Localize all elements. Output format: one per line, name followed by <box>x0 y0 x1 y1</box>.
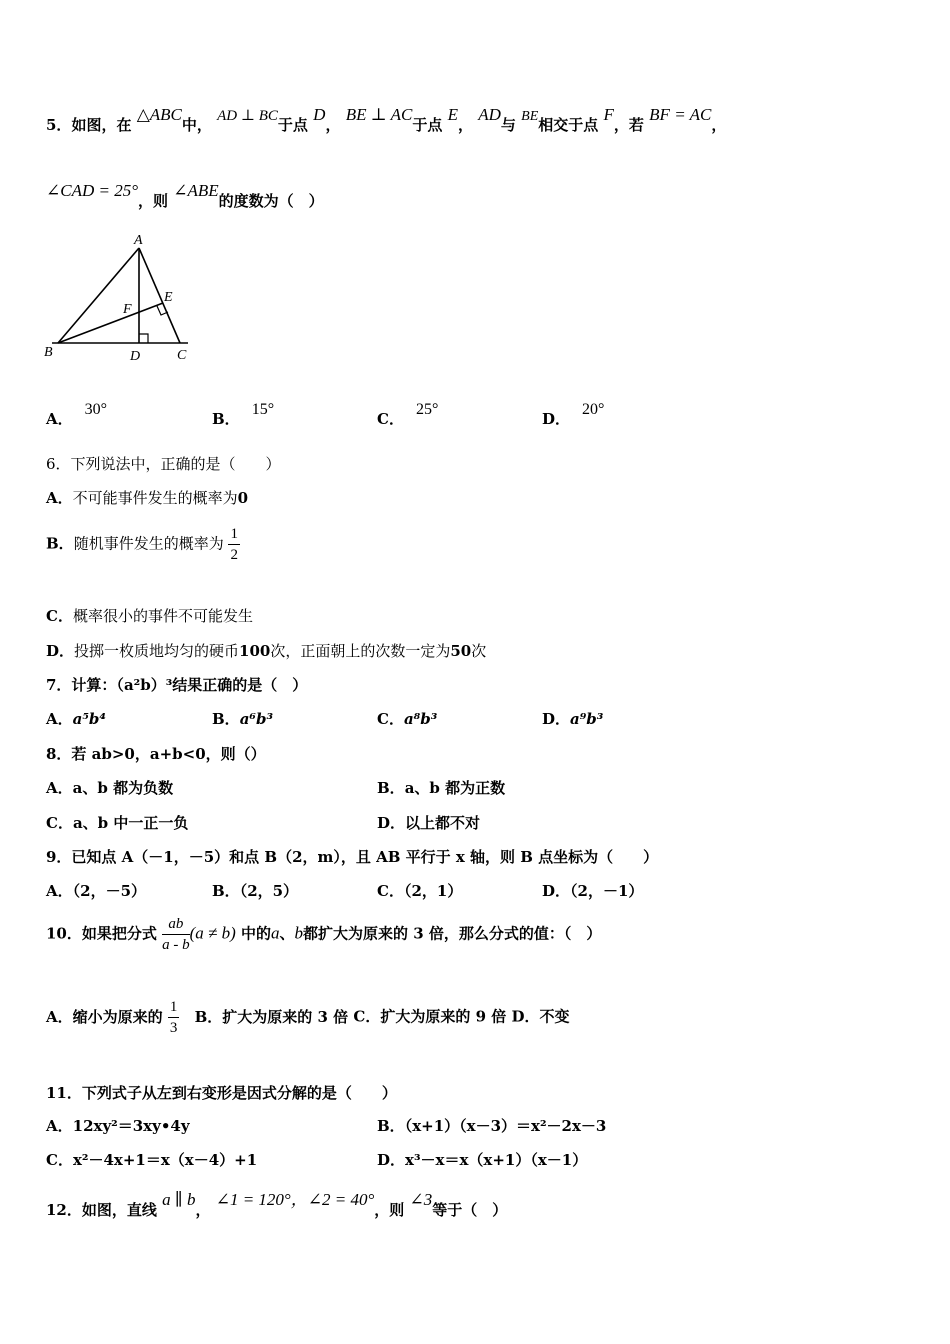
q11-option-a[interactable]: A．12xy²＝3xy•4y <box>46 1117 190 1135</box>
q8-option-b[interactable]: B．a、b 都为正数 <box>377 779 506 797</box>
label-D: D <box>130 349 141 364</box>
q9-option-c[interactable]: C．（2，1） <box>377 882 463 900</box>
q6-stem: 6．下列说法中，正确的是（ ） <box>46 455 281 473</box>
q7-option-c[interactable]: C．a⁸b³ <box>377 710 438 728</box>
q10-option-d[interactable]: D．不变 <box>511 1007 570 1026</box>
q9-option-b[interactable]: B．（2，5） <box>212 882 299 900</box>
q5-option-c[interactable]: C．25° <box>377 401 439 428</box>
q8-option-c[interactable]: C．a、b 中一正一负 <box>46 814 189 832</box>
label-C: C <box>177 348 187 363</box>
q10-options <box>46 997 570 1038</box>
q5-option-d[interactable]: D．20° <box>542 401 605 428</box>
q5-line1: 5．如图，在 △ABC中， AD ⊥ BC于点 D， BE ⊥ AC于点 E， AD与 BE相交于点 F，若 BF = AC， <box>46 105 727 134</box>
q6-option-a[interactable]: A．不可能事件发生的概率为0 <box>46 489 249 507</box>
q12-stem: 12．如图，直线 a ∥ b， ∠1 = 120°，∠2 = 40°，则 ∠3等于（ ） <box>46 1190 508 1219</box>
fraction-ab-over-a-minus-b: $\frac{ab}{a - b}$ <box>162 916 190 953</box>
q11-option-c[interactable]: C．x²－4x+1＝x（x－4）+1 <box>46 1151 258 1169</box>
q5-line2: ∠CAD = 25°，则 ∠ABE的度数为（ ） <box>46 181 324 210</box>
fraction-one-third: $\frac{1}{3}$ <box>169 999 178 1036</box>
q6-option-d[interactable]: D．投掷一枚质地均匀的硬币100次，正面朝上的次数一定为50次 <box>46 642 487 660</box>
label-B: B <box>44 345 53 360</box>
q8-option-d[interactable]: D．以上都不对 <box>377 814 481 832</box>
label-F: F <box>123 302 132 317</box>
q11-stem: 11．下列式子从左到右变形是因式分解的是（ ） <box>46 1084 397 1102</box>
q11-option-b[interactable]: B．（x+1）（x－3）＝x²－2x－3 <box>377 1117 607 1135</box>
q7-option-a[interactable]: A．a⁵b⁴ <box>46 710 106 728</box>
q8-stem: 8．若 ab>0，a+b<0，则（） <box>46 745 266 763</box>
q9-option-d[interactable]: D．（2，－1） <box>542 882 644 900</box>
q9-option-a[interactable]: A．（2，－5） <box>46 882 147 900</box>
q6-option-b[interactable]: B．随机事件发生的概率为 $\frac{1}{2}$ <box>46 526 238 563</box>
label-A: A <box>134 233 143 248</box>
q9-stem: 9．已知点 A（－1，－5）和点 B（2，m），且 AB 平行于 x 轴，则 B 点坐标为（ ） <box>46 848 659 866</box>
q6-option-c[interactable]: C．概率很小的事件不可能发生 <box>46 607 253 625</box>
label-E: E <box>164 290 173 305</box>
q11-option-d[interactable]: D．x³－x＝x（x+1）（x－1） <box>377 1151 588 1169</box>
q7-option-d[interactable]: D．a⁹b³ <box>542 710 604 728</box>
q10-option-b[interactable]: B．扩大为原来的 3 倍 <box>194 1007 349 1026</box>
q7-stem: 7．计算：（a²b）³结果正确的是（ ） <box>46 676 308 694</box>
q5-option-b[interactable]: B．15° <box>212 401 275 428</box>
q8-option-a[interactable]: A．a、b 都为负数 <box>46 779 174 797</box>
q5-triangle-figure <box>40 228 200 368</box>
q10-stem: 10．如果把分式 $\frac{ab}{a - b}$ (a ≠ b) 中的a、b都扩大为原来的 3 倍，那么分式的值：（ ） <box>46 916 602 953</box>
q10-option-c[interactable]: C．扩大为原来的 9 倍 <box>353 1007 507 1026</box>
q7-option-b[interactable]: B．a⁶b³ <box>212 710 274 728</box>
q5-option-a[interactable]: A．30° <box>46 401 108 428</box>
q10-option-a[interactable]: A．缩小为原来的 $\frac{1}{3}$ <box>46 999 178 1036</box>
fraction-one-half: $\frac{1}{2}$ <box>230 526 238 563</box>
